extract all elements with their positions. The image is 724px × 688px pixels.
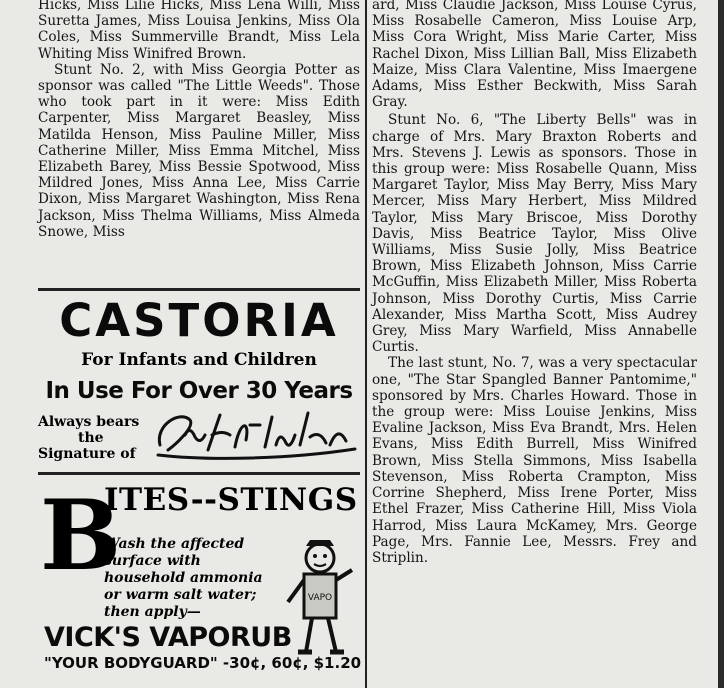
signature-image xyxy=(150,405,360,465)
castoria-tagline: In Use For Over 30 Years xyxy=(45,378,353,404)
left-paragraph-1: Hicks, Miss Lilie Hicks, Miss Lena Willi, Miss Suretta James, Miss Louisa Jenkins, Miss Ola Coles, Miss Summerville Brandt, Miss Lela Whiting Miss Winifred Brown. xyxy=(38,0,360,62)
left-paragraph-2: Stunt No. 2, with Miss Georgia Potter as sponsor was called "The Little Weeds". Those who took part in it were: Miss Edith Carpenter, Miss Margaret Beasley, Miss Matilda Henson, Miss Pauline Miller, Miss Catherine Miller, Miss Emma Mitchel, Miss Elizabeth Barey, Miss Bessie Spotwood, Miss Mildred Jones, Miss Anna Lee, Miss Carrie Dixon, Miss Margaret Washington, Miss Rena Jackson, Miss Thelma Williams, Miss Almeda Snowe, Miss xyxy=(38,61,360,240)
right-paragraph-3: The last stunt, No. 7, was a very spectacular one, "The Star Spangled Banner Pantomime," sponsored by Mrs. Charles Howard. Those in the group were: Miss Louise Jenkins, Miss Evaline Jackson, Miss Eva Brandt, Mrs. Helen Evans, Miss Edith Burrell, Miss Winifred Brown, Miss Stella Simmons, Miss Isabella Stevenson, Miss Roberta Crampton, Miss Corrine Shepherd, Miss Irene Porter, Miss Ethel Frazer, Miss Catherine Hill, Miss Viola Harrod, Miss Laura McKamey, Mrs. George Page, Mrs. Fannie Lee, Messrs. Frey and Striplin. xyxy=(372,355,697,566)
column-divider xyxy=(365,0,367,688)
right-paragraph-1: ard, Miss Claudie Jackson, Miss Louise Cyrus, Miss Rosabelle Cameron, Miss Louise Arp, Miss Cora Wright, Miss Marie Carter, Miss Rachel Dixon, Miss Lillian Ball, Miss Elizabeth Maize, Miss Clara Valentine, Miss Imaergene Adams, Miss Esther Beckwith, Miss Sarah Gray. xyxy=(372,0,697,111)
bears-line-1: Always bears xyxy=(38,414,140,430)
right-column xyxy=(372,0,697,566)
vicks-title: ITES--STINGS xyxy=(104,482,358,518)
vicks-price-tagline: "YOUR BODYGUARD" -30¢, 60¢, $1.20 xyxy=(44,654,362,672)
right-paragraph-2: Stunt No. 6, "The Liberty Bells" was in charge of Mrs. Mary Braxton Roberts and Mrs. Stevens J. Lewis as sponsors. Those in this group were: Miss Rosabelle Quann, Miss Margaret Taylor, Miss May Berry, Miss Mary Mercer, Miss Mary Herbert, Miss Mildred Taylor, Miss Mary Briscoe, Miss Dorothy Davis, Miss Beatrice Taylor, Miss Olive Williams, Miss Susie Jolly, Miss Beatrice Brown, Miss Elizabeth Johnson, Miss Carrie McGuffin, Miss Elizabeth Miller, Miss Roberta Johnson, Miss Dorothy Curtis, Miss Carrie Alexander, Miss Martha Scott, Miss Audrey Grey, Miss Mary Warfield, Miss Annabelle Curtis. xyxy=(372,112,697,356)
bears-line-2: the xyxy=(78,430,104,446)
castoria-subtitle: For Infants and Children xyxy=(81,350,317,370)
vicks-instructions: Wash the affected surface with household ammonia or warm salt water; then apply— xyxy=(104,536,263,620)
left-column xyxy=(38,0,360,240)
vicks-brand: VICK'S VAPORUB xyxy=(44,622,292,653)
castoria-bears-text xyxy=(38,414,139,462)
ad-middle-rule xyxy=(38,472,360,475)
vaporub-mascot-image xyxy=(280,540,360,658)
ad-top-rule xyxy=(38,288,360,291)
castoria-title: CASTORIA xyxy=(59,294,339,347)
vicks-big-letter: B xyxy=(40,479,122,592)
bears-line-3: Signature of xyxy=(38,446,136,462)
svg-text:VAPO: VAPO xyxy=(307,593,333,603)
